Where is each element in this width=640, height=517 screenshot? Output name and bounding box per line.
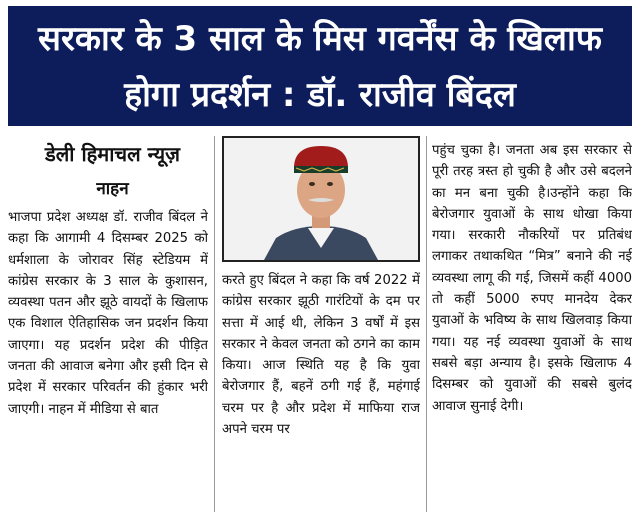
column-divider (214, 136, 215, 512)
column-divider (426, 136, 427, 512)
article-column-2: करते हुए बिंदल ने कहा कि वर्ष 2022 में कांग्रेस सरकार झूठी गारंटियों के दम पर सत्ता में आई थी, लेकिन 3 वर्षों में इस सरकार ने केवल जनता को ठगने का काम किया। आज स्थिति यह है कि युवा बेरोजगार हैं, बहनें ठगी गई हैं, महंगाई चरम पर है और प्रदेश में माफिया राज अपने चरम पर (222, 273, 420, 438)
headline-line-2: होगा प्रदर्शन : डॉ. राजीव बिंदल (124, 75, 516, 115)
portrait-photo (224, 138, 418, 260)
article-column-3: पहुंच चुका है। जनता अब इस सरकार से पूरी तरह त्रस्त हो चुकी है और उसे बदलने का मन बना चुकी है।उन्होंने कहा कि बेरोजगार युवाओं के साथ धोखा किया गया। सरकारी नौकरियों पर प्रतिबंध लगाकर तथाकथित “मित्र” बनाने की नई व्यवस्था लागू की गई, जिसमें कहीं 4000 तो कहीं 5000 रुपए मानदेय देकर युवाओं के भविष्य के साथ खिलवाड़ किया गया। यह नई व्यवस्था युवाओं के साथ सबसे बड़ा अन्याय है। इसके खिलाफ 4 दिसम्बर को युवाओं की सबसे बुलंद आवाज सुनाई देगी। (432, 143, 632, 414)
headline-line-1: सरकार के 3 साल के मिस गवर्नेंस के खिलाफ (38, 19, 602, 59)
article-photo (222, 136, 420, 262)
article-column-1: भाजपा प्रदेश अध्यक्ष डॉ. राजीव बिंदल ने कहा कि आगामी 4 दिसम्बर 2025 को धर्मशाला के जोरावर सिंह स्टेडियम में कांग्रेस सरकार के 3 साल के कुशासन, व्यवस्था पतन और झूठे वायदों के खिलाफ एक विशाल ऐतिहासिक जन प्रदर्शन किया जाएगा। यह प्रदर्शन प्रदेश की पीड़ित जनता की आवाज बनेगा और इसी दिन से प्रदेश में सरकार परिवर्तन की हुंकार भरी जाएगी। नाहन में मीडिया से बात (8, 210, 208, 417)
byline-source: डेली हिमाचल न्यूज़ (45, 142, 180, 166)
byline-place: नाहन (96, 179, 129, 199)
headline-banner (8, 6, 632, 126)
